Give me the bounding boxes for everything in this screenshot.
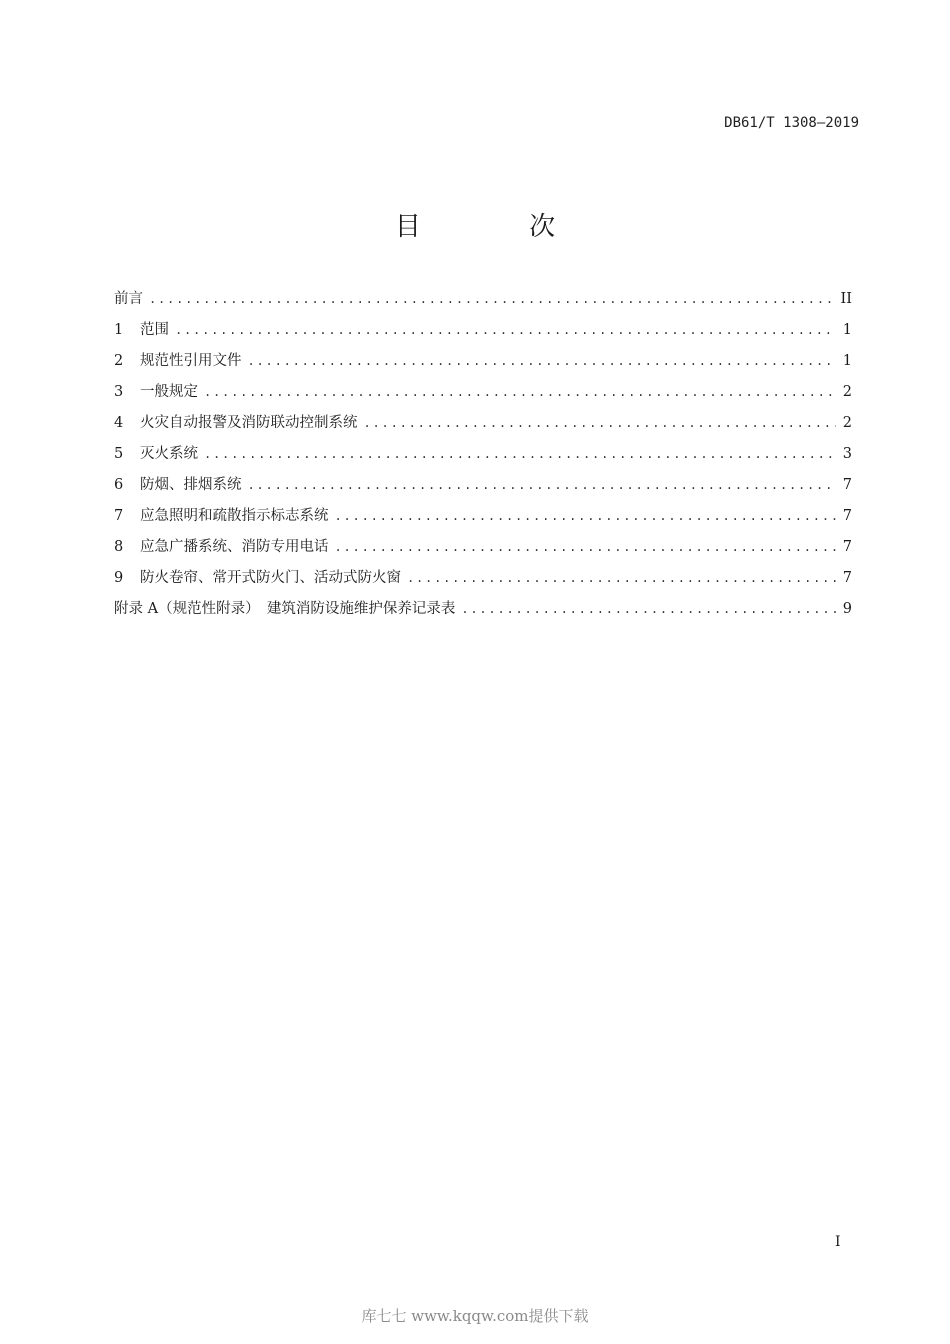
- toc-leader-dots: [461, 597, 836, 621]
- toc-entry-7[interactable]: [114, 504, 852, 535]
- toc-entry-page: 9: [842, 601, 852, 617]
- toc-entry-page: 2: [842, 384, 852, 400]
- page-title: 目 次: [394, 212, 606, 242]
- toc-entry-9[interactable]: [114, 566, 852, 597]
- toc-entry-title: 防烟、排烟系统: [140, 477, 242, 493]
- toc-entry-title: 应急照明和疏散指示标志系统: [140, 508, 329, 524]
- toc-entry-title: 范围: [140, 322, 169, 338]
- toc-leader-dots: [335, 535, 837, 559]
- toc-entry-title: 附录 A（规范性附录） 建筑消防设施维护保养记录表: [114, 601, 456, 617]
- toc-entry-number: 4: [114, 415, 124, 431]
- toc-entry-title: 前言: [114, 291, 143, 307]
- toc-entry-page: 1: [842, 322, 852, 338]
- toc-entry-3[interactable]: [114, 380, 852, 411]
- toc-leader-dots: [335, 504, 837, 528]
- toc-leader-dots: [204, 380, 836, 404]
- toc-entry-title: 规范性引用文件: [140, 353, 242, 369]
- toc-entry-number: 3: [114, 384, 124, 400]
- toc-entry-title: 应急广播系统、消防专用电话: [140, 539, 329, 555]
- toc-entry-page: 3: [842, 446, 852, 462]
- toc-entry-page: 7: [842, 539, 852, 555]
- page-number: I: [835, 1234, 841, 1250]
- toc-entry-4[interactable]: [114, 411, 852, 442]
- toc-leader-dots: [149, 287, 835, 311]
- toc-entry-page: II: [840, 291, 852, 307]
- toc-entry-number: 7: [114, 508, 124, 524]
- toc-entry-number: 6: [114, 477, 124, 493]
- toc-entry-6[interactable]: [114, 473, 852, 504]
- toc-entry-5[interactable]: [114, 442, 852, 473]
- toc-entry-number: 9: [114, 570, 124, 586]
- toc-entry-1[interactable]: [114, 318, 852, 349]
- toc-entry-number: 1: [114, 322, 124, 338]
- toc-entry-title: 防火卷帘、常开式防火门、活动式防火窗: [140, 570, 401, 586]
- toc-entry-number: 5: [114, 446, 124, 462]
- toc-entry-appendix-a[interactable]: [114, 597, 852, 628]
- toc-entry-page: 7: [842, 570, 852, 586]
- toc-leader-dots: [204, 442, 836, 466]
- document-code: DB61/T 1308—2019: [724, 115, 859, 131]
- toc-leader-dots: [364, 411, 837, 435]
- toc-entry-8[interactable]: [114, 535, 852, 566]
- toc-entry-2[interactable]: [114, 349, 852, 380]
- toc-entry-page: 7: [842, 508, 852, 524]
- toc-leader-dots: [407, 566, 836, 590]
- toc-entry-page: 1: [842, 353, 852, 369]
- toc-leader-dots: [248, 349, 837, 373]
- toc-entry-title: 一般规定: [140, 384, 198, 400]
- toc-entry-page: 7: [842, 477, 852, 493]
- toc-entry-number: 8: [114, 539, 124, 555]
- table-of-contents: [114, 287, 852, 628]
- watermark-text: 库七七 www.kqqw.com提供下载: [361, 1307, 589, 1325]
- toc-entry-number: 2: [114, 353, 124, 369]
- toc-entry-title: 火灾自动报警及消防联动控制系统: [140, 415, 358, 431]
- toc-leader-dots: [248, 473, 837, 497]
- toc-entry-preface[interactable]: [114, 287, 852, 318]
- toc-entry-title: 灭火系统: [140, 446, 198, 462]
- toc-leader-dots: [175, 318, 836, 342]
- toc-entry-page: 2: [842, 415, 852, 431]
